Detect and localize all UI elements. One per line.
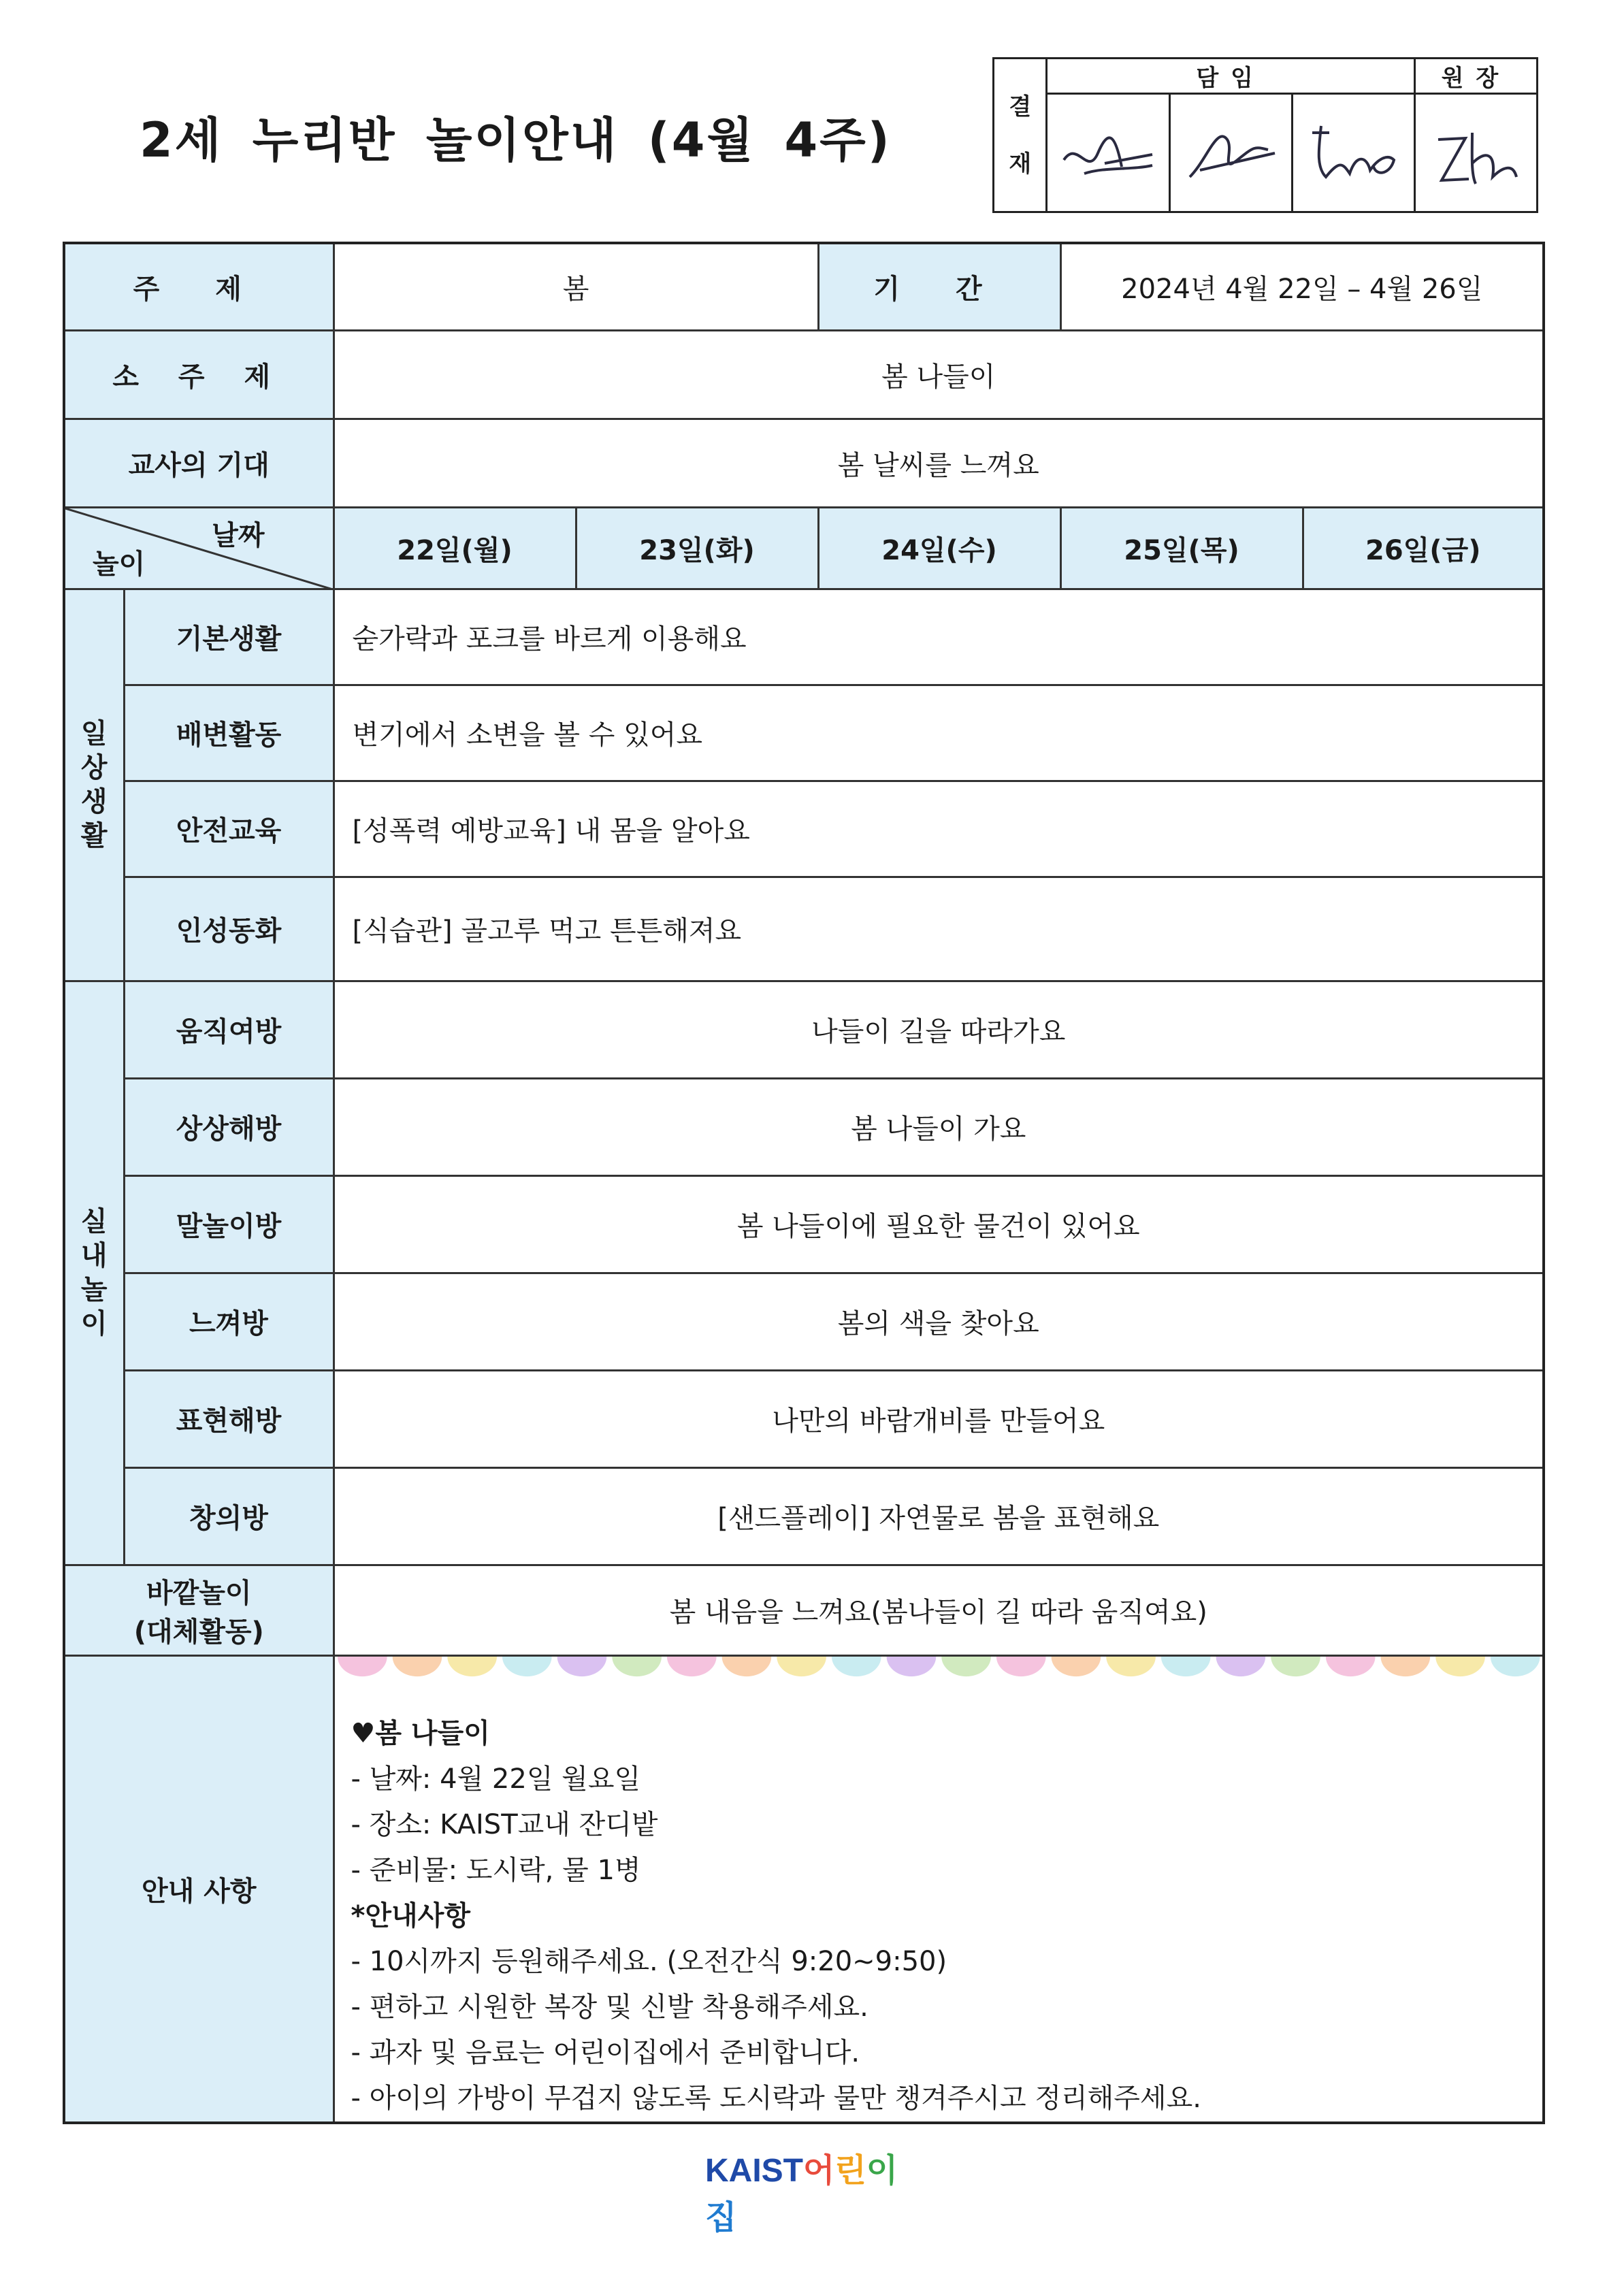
notice-content	[334, 1655, 1544, 2123]
signature-3	[1292, 94, 1414, 212]
bunting-flag	[777, 1657, 826, 1676]
bunting-flag	[1106, 1657, 1156, 1676]
signature-2	[1169, 94, 1292, 212]
row-value: 나들이 길을 따라가요	[334, 981, 1544, 1078]
approval-box	[992, 57, 1538, 213]
theme-label: 주 제	[64, 243, 334, 330]
row-label: 느껴방	[124, 1273, 334, 1370]
notice-line: - 날짜: 4월 22일 월요일	[351, 1763, 641, 1795]
outdoor-value: 봄 내음을 느껴요(봄나들이 길 따라 움직여요)	[334, 1565, 1544, 1655]
day-header: 22일(월)	[334, 507, 576, 589]
row-value: 숟가락과 포크를 바르게 이용해요	[334, 589, 1544, 685]
notice-line: - 아이의 가방이 무겁지 않도록 도시락과 물만 챙겨주시고 정리해주세요.	[351, 2082, 1201, 2114]
bunting-flag	[1051, 1657, 1101, 1676]
bunting-flag	[392, 1657, 442, 1676]
row-label: 창의방	[124, 1467, 334, 1565]
row-label: 기본생활	[124, 589, 334, 685]
subtheme-value: 봄 나들이	[334, 330, 1544, 419]
bunting-flag	[1380, 1657, 1430, 1676]
row-value: 나만의 바람개비를 만들어요	[334, 1370, 1544, 1467]
approval-label-2: 재	[1009, 150, 1032, 178]
notice-line: - 장소: KAIST교내 잔디밭	[351, 1808, 658, 1840]
date-label: 날짜	[212, 519, 265, 551]
bunting-flag	[1271, 1657, 1320, 1676]
bunting-flag	[337, 1657, 387, 1676]
approval-label-1: 결	[1009, 93, 1032, 120]
period-value: 2024년 4월 22일 – 4월 26일	[1060, 243, 1544, 330]
day-header: 25일(목)	[1060, 507, 1303, 589]
bunting-decoration	[335, 1657, 1543, 1704]
theme-value: 봄	[334, 243, 818, 330]
row-value: [식습관] 골고루 먹고 튼튼해져요	[334, 877, 1544, 981]
bunting-flag	[1216, 1657, 1265, 1676]
plan-table	[63, 242, 1545, 2124]
day-header: 23일(화)	[576, 507, 818, 589]
row-value: 봄의 색을 찾아요	[334, 1273, 1544, 1370]
signature-icon	[1180, 112, 1282, 194]
notice-line: - 10시까지 등원해주세요. (오전간식 9:20~9:50)	[351, 1945, 947, 1977]
logo-letter: 린	[834, 2151, 866, 2190]
bunting-flag	[886, 1657, 936, 1676]
bunting-flag	[1435, 1657, 1485, 1676]
row-value: 봄 나들이 가요	[334, 1078, 1544, 1175]
bunting-flag	[941, 1657, 991, 1676]
row-value: [샌드플레이] 자연물로 봄을 표현해요	[334, 1467, 1544, 1565]
period-label: 기 간	[818, 243, 1060, 330]
row-label: 안전교육	[124, 781, 334, 877]
bunting-flag	[1160, 1657, 1210, 1676]
bunting-flag	[721, 1657, 771, 1676]
signature-icon	[1302, 112, 1404, 194]
row-label: 상상해방	[124, 1078, 334, 1175]
logo-latin: KAIST	[705, 2153, 803, 2189]
outing-title: ♥봄 나들이	[351, 1717, 490, 1749]
logo-letter: 어	[803, 2151, 835, 2190]
row-label: 인성동화	[124, 877, 334, 981]
notice-label: 안내 사항	[64, 1655, 334, 2123]
indoor-play-group-label: 실 내 놀 이	[64, 981, 124, 1565]
notice-line: - 편하고 시원한 복장 및 신발 착용해주세요.	[351, 1991, 868, 2023]
bunting-flag	[612, 1657, 662, 1676]
bunting-flag	[447, 1657, 497, 1676]
row-value: 봄 나들이에 필요한 물건이 있어요	[334, 1175, 1544, 1273]
bunting-flag	[1325, 1657, 1375, 1676]
teacher-header: 담임	[1047, 59, 1414, 94]
row-label: 배변활동	[124, 685, 334, 781]
page-title: 2세 누리반 놀이안내 (4월 4주)	[140, 112, 892, 168]
logo-letter: 집	[705, 2198, 737, 2237]
day-header: 24일(수)	[818, 507, 1060, 589]
info-title: *안내사항	[351, 1900, 470, 1932]
logo-letter: 이	[866, 2151, 898, 2190]
row-label: 표현해방	[124, 1370, 334, 1467]
row-value: [성폭력 예방교육] 내 몸을 알아요	[334, 781, 1544, 877]
signature-1	[1047, 94, 1169, 212]
date-play-header	[64, 507, 334, 589]
notice-line: - 과자 및 음료는 어린이집에서 준비합니다.	[351, 2036, 860, 2068]
day-header: 26일(금)	[1303, 507, 1544, 589]
row-label: 움직여방	[124, 981, 334, 1078]
row-label: 말놀이방	[124, 1175, 334, 1273]
expectation-label: 교사의 기대	[64, 419, 334, 507]
bunting-flag	[831, 1657, 881, 1676]
bunting-flag	[502, 1657, 551, 1676]
daily-life-group-label: 일 상 생 활	[64, 589, 124, 981]
subtheme-label: 소 주 제	[64, 330, 334, 419]
bunting-flag	[666, 1657, 716, 1676]
bunting-flag	[557, 1657, 606, 1676]
approval-side-label	[994, 59, 1047, 212]
notice-line: - 준비물: 도시락, 물 1병	[351, 1854, 641, 1886]
signature-4	[1414, 94, 1537, 212]
expectation-value: 봄 날씨를 느껴요	[334, 419, 1544, 507]
outdoor-label: 바깥놀이 (대체활동)	[64, 1565, 334, 1655]
director-header: 원장	[1414, 59, 1537, 94]
bunting-flag	[1490, 1657, 1540, 1676]
play-label: 놀이	[93, 548, 146, 580]
row-value: 변기에서 소변을 볼 수 있어요	[334, 685, 1544, 781]
bunting-flag	[996, 1657, 1045, 1676]
kaist-kindergarten-logo	[705, 2144, 923, 2237]
signature-icon	[1425, 112, 1527, 194]
signature-icon	[1057, 112, 1159, 194]
